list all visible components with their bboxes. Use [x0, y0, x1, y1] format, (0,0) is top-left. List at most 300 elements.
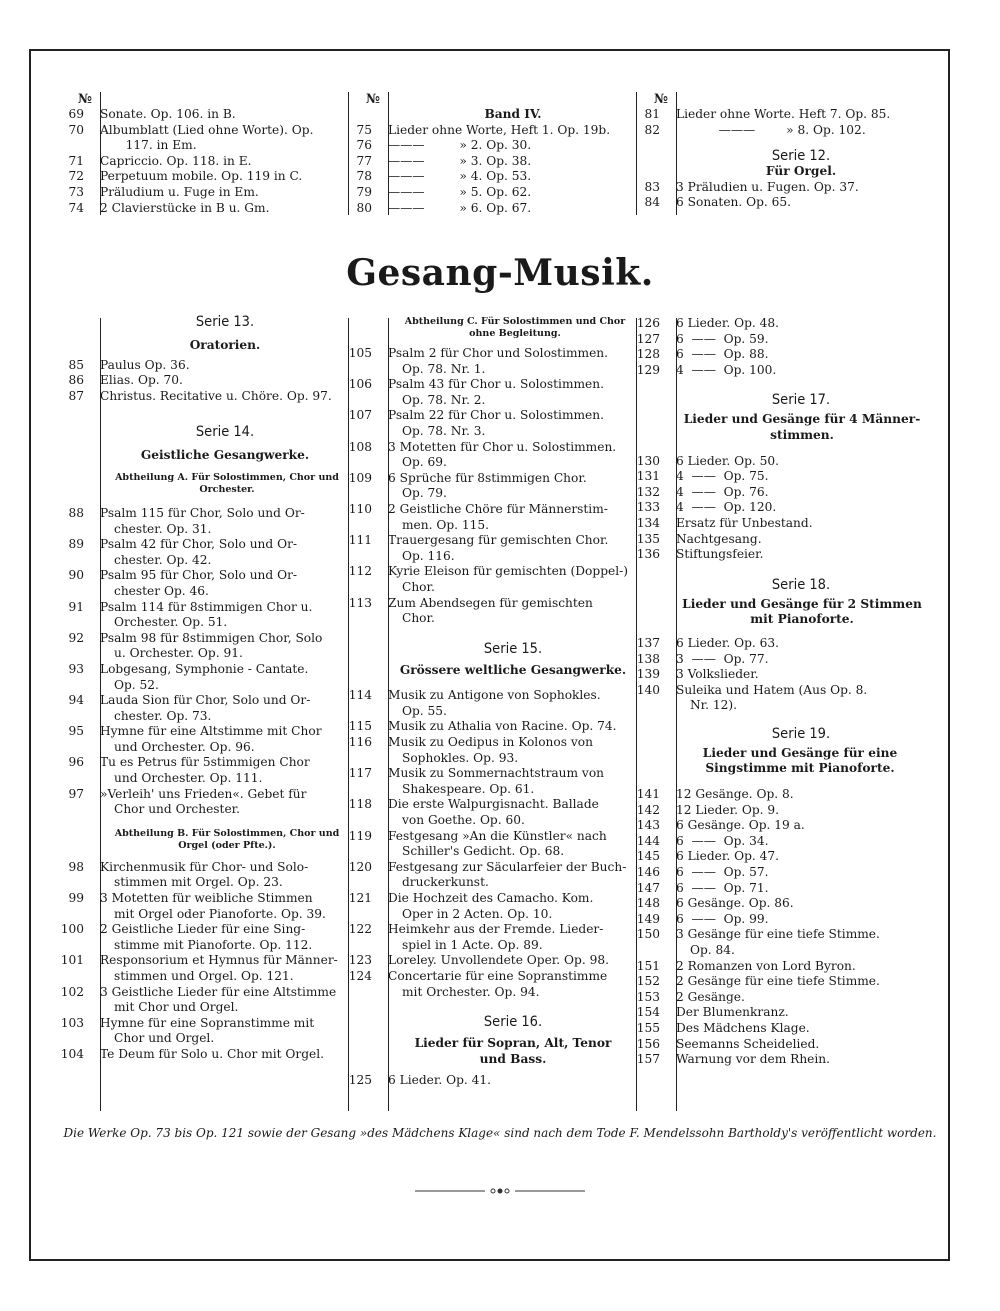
item-number: 145	[636, 849, 660, 864]
list-item	[348, 471, 638, 487]
list-item	[348, 138, 638, 154]
item-number: 74	[68, 200, 84, 215]
item-number: 102	[60, 984, 84, 999]
item-number: 138	[636, 651, 660, 666]
item-text: Te Deum für Solo u. Chor mit Orgel.	[100, 1046, 325, 1061]
item-number: 104	[60, 1046, 84, 1061]
item-text: Paulus Op. 36.	[100, 357, 190, 372]
item-text: Seemanns Scheidelied.	[676, 1036, 820, 1051]
list-item	[60, 740, 350, 756]
list-item	[60, 201, 350, 217]
item-text: 12 Gesänge. Op. 8.	[676, 787, 794, 802]
item-text: Op. 78. Nr. 2.	[402, 392, 486, 407]
item-number	[348, 393, 382, 409]
list-item	[636, 1021, 926, 1037]
item-number: 121	[348, 891, 372, 905]
item-number	[636, 943, 670, 959]
list-item	[636, 1052, 926, 1068]
item-number	[60, 875, 94, 891]
item-number	[636, 698, 670, 714]
list-item	[636, 803, 926, 819]
item-text: Lieder ohne Worte, Heft 1. Op. 19b.	[388, 122, 611, 137]
list-item	[60, 662, 350, 678]
item-text: 6 —— Op. 71.	[676, 880, 769, 895]
list-item	[60, 724, 350, 740]
item-text: Psalm 114 für 8stimmigen Chor u.	[100, 599, 313, 614]
list-item	[348, 985, 638, 1001]
item-text: 6 Gesänge. Op. 86.	[676, 896, 794, 911]
item-number: 87	[68, 388, 84, 403]
item-text: stimme mit Pianoforte. Op. 112.	[114, 937, 313, 952]
section-heading: Geistliche Gesangwerke.	[140, 448, 310, 463]
item-text: Die erste Walpurgisnacht. Ballade	[388, 797, 599, 812]
item-number: 70	[68, 122, 84, 137]
list-item	[348, 969, 638, 985]
list-item	[60, 185, 350, 201]
item-number	[348, 486, 382, 502]
list-item	[636, 485, 926, 501]
item-number: 91	[68, 599, 84, 614]
item-number	[348, 424, 382, 440]
list-item	[60, 373, 350, 389]
item-text: 4 —— Op. 75.	[676, 469, 769, 484]
item-number: 142	[636, 802, 660, 817]
list-item	[348, 596, 638, 612]
list-item	[348, 1073, 638, 1089]
item-text: chester. Op. 73.	[114, 708, 212, 723]
section-heading: Lieder und Gesänge für 2 Stimmen mit Pianoforte.	[682, 596, 922, 627]
right-column	[636, 316, 926, 1068]
item-number: 154	[636, 1005, 660, 1020]
item-number: 146	[636, 865, 660, 880]
section-heading: Lieder für Sopran, Alt, Tenor und Bass.	[414, 1036, 612, 1066]
item-text: Psalm 2 für Chor und Solostimmen.	[388, 346, 609, 360]
item-number: 110	[348, 501, 372, 516]
list-item	[348, 201, 638, 217]
item-number: 94	[68, 693, 84, 708]
item-number: 122	[348, 922, 372, 937]
item-text: Heimkehr aus der Fremde. Lieder-	[388, 922, 604, 937]
list-item	[60, 584, 350, 600]
item-number: 119	[348, 828, 372, 843]
item-number: 117	[348, 766, 372, 781]
item-number	[60, 969, 94, 985]
page-title: Gesang-Musik.	[346, 252, 654, 294]
item-number: 147	[636, 880, 660, 895]
item-number: 97	[68, 786, 84, 801]
serie-heading: Serie 18.	[771, 576, 831, 593]
item-text: 6 —— Op. 57.	[676, 865, 769, 880]
item-number: 105	[348, 346, 372, 360]
list-item	[636, 927, 926, 943]
serie-heading: Serie 16.	[483, 1014, 543, 1031]
list-item	[60, 709, 350, 725]
item-number: 136	[636, 547, 660, 562]
item-text: Schiller's Gedicht. Op. 68.	[402, 844, 565, 859]
item-text: 3 Volkslieder.	[676, 667, 759, 682]
list-item	[60, 1031, 350, 1047]
item-number: 130	[636, 453, 660, 468]
subsection-heading: Abtheilung A. Für Solostimmen, Chor und Orchester.	[115, 471, 339, 495]
list-item	[348, 549, 638, 565]
item-number	[348, 751, 382, 767]
item-number	[348, 518, 382, 534]
item-text: Orchester. Op. 51.	[114, 615, 228, 630]
item-text: 6 —— Op. 59.	[676, 331, 769, 346]
item-text: Lauda Sion für Chor, Solo und Or-	[100, 693, 311, 708]
list-item	[348, 735, 638, 751]
item-number	[348, 455, 382, 471]
list-item	[636, 834, 926, 850]
list-item	[348, 440, 638, 456]
item-number	[348, 580, 382, 596]
list-item	[348, 533, 638, 549]
item-text: 6 —— Op. 99.	[676, 911, 769, 926]
item-number: 123	[348, 953, 372, 968]
list-item	[636, 896, 926, 912]
item-number: 134	[636, 515, 660, 530]
item-text: Kirchenmusik für Chor- und Solo-	[100, 859, 309, 874]
item-number: 125	[348, 1073, 372, 1088]
section-heading: Lieder und Gesänge für 4 Männer-stimmen.	[683, 412, 921, 442]
item-number: 151	[636, 958, 660, 973]
item-text: Suleika und Hatem (Aus Op. 8.	[676, 682, 868, 697]
item-text: Chor.	[402, 579, 435, 594]
item-text: men. Op. 115.	[402, 517, 490, 532]
list-item	[636, 881, 926, 897]
item-text: 3 Gesänge für eine tiefe Stimme.	[676, 927, 880, 942]
item-text: 4 —— Op. 120.	[676, 500, 777, 515]
item-text: 2 Gesänge für eine tiefe Stimme.	[676, 974, 880, 989]
list-item	[60, 755, 350, 771]
section-heading: Oratorien.	[189, 338, 261, 352]
item-text: mit Orchester. Op. 94.	[402, 984, 540, 999]
item-text: ——— » 5. Op. 62.	[388, 184, 532, 199]
list-item	[348, 907, 638, 923]
item-text: 2 Romanzen von Lord Byron.	[676, 958, 856, 973]
item-number	[348, 782, 382, 798]
list-item	[348, 875, 638, 891]
item-number: 115	[348, 719, 372, 734]
list-item	[348, 486, 638, 502]
list-item	[636, 683, 926, 699]
item-number: 86	[68, 373, 84, 388]
item-number	[348, 844, 382, 860]
list-item	[636, 454, 926, 470]
item-text: und Orchester. Op. 96.	[114, 739, 255, 754]
item-number	[348, 611, 382, 627]
list-item	[348, 123, 638, 139]
item-text: Nachtgesang.	[676, 531, 762, 546]
item-number: 118	[348, 797, 372, 812]
list-item	[60, 860, 350, 876]
item-number: 89	[68, 537, 84, 552]
list-item	[60, 969, 350, 985]
list-item	[348, 408, 638, 424]
serie-heading: Serie 12.	[771, 148, 831, 165]
item-number: 93	[68, 661, 84, 676]
list-item	[636, 316, 926, 332]
item-text: Tu es Petrus für 5stimmigen Chor	[100, 755, 310, 770]
item-text: ——— » 3. Op. 38.	[388, 153, 532, 168]
number-header: №	[78, 92, 93, 107]
footnote: Die Werke Op. 73 bis Op. 121 sowie der Gesang »des Mädchens Klage« sind nach dem Tode F. Mendelssohn Bartholdy's veröffentlicht worden.	[63, 1126, 937, 1140]
item-number: 90	[68, 568, 84, 583]
item-number	[348, 938, 382, 954]
item-number: 108	[348, 439, 372, 454]
item-text: Psalm 22 für Chor u. Solostimmen.	[388, 408, 604, 423]
list-item	[348, 393, 638, 409]
list-item	[636, 787, 926, 803]
item-text: Psalm 42 für Chor, Solo und Or-	[100, 537, 298, 552]
item-text: Shakespeare. Op. 61.	[402, 781, 535, 796]
item-number	[60, 1000, 94, 1016]
list-item	[60, 907, 350, 923]
item-number: 133	[636, 500, 660, 515]
item-number: 144	[636, 833, 660, 848]
item-number: 69	[68, 107, 84, 121]
item-text: ——— » 8. Op. 102.	[676, 122, 866, 137]
list-item	[348, 502, 638, 518]
item-text: »Verleih' uns Frieden«. Gebet für	[100, 786, 307, 801]
item-text: 2 Geistliche Chöre für Männerstim-	[388, 501, 608, 516]
item-number: 79	[356, 184, 372, 199]
item-text: Op. 55.	[402, 703, 447, 718]
item-text: 12 Lieder. Op. 9.	[676, 802, 780, 817]
item-text: Der Blumenkranz.	[676, 1005, 789, 1020]
item-number	[348, 985, 382, 1001]
number-header: №	[366, 92, 381, 107]
item-number: 150	[636, 927, 660, 942]
item-number: 132	[636, 484, 660, 499]
item-number: 111	[348, 533, 372, 548]
list-item	[60, 771, 350, 787]
item-number: 83	[644, 179, 660, 194]
item-text: 6 Lieder. Op. 50.	[676, 453, 780, 468]
item-number: 155	[636, 1020, 660, 1035]
top-column-2	[348, 107, 638, 216]
item-text: Lobgesang, Symphonie - Cantate.	[100, 661, 309, 676]
serie-heading: Serie 19.	[771, 725, 831, 742]
list-item	[348, 377, 638, 393]
item-number	[60, 678, 94, 694]
item-text: von Goethe. Op. 60.	[402, 813, 525, 828]
item-text: Nr. 12).	[690, 698, 738, 713]
item-text: 3 Präludien u. Fugen. Op. 37.	[676, 179, 859, 194]
item-text: Psalm 115 für Chor, Solo und Or-	[100, 505, 305, 520]
list-item	[348, 953, 638, 969]
item-number: 135	[636, 531, 660, 546]
list-item	[636, 107, 926, 123]
item-text: Festgesang zur Säcularfeier der Buch-	[388, 859, 627, 874]
item-number: 113	[348, 595, 372, 610]
list-item	[60, 522, 350, 538]
item-number: 106	[348, 377, 372, 392]
item-number	[60, 938, 94, 954]
list-item	[636, 500, 926, 516]
item-number: 140	[636, 682, 660, 697]
item-text: 3 Motetten für Chor u. Solostimmen.	[388, 439, 617, 454]
item-text: Oper in 2 Acten. Op. 10.	[402, 906, 553, 921]
item-text: Kyrie Eleison für gemischten (Doppel-)	[388, 564, 628, 579]
item-number: 82	[644, 122, 660, 137]
list-item	[60, 891, 350, 907]
list-item	[636, 347, 926, 363]
list-item	[60, 1016, 350, 1032]
item-number: 109	[348, 470, 372, 485]
list-item	[60, 678, 350, 694]
list-item	[60, 568, 350, 584]
serie-heading: Serie 17.	[771, 392, 831, 409]
item-text: Ersatz für Unbestand.	[676, 515, 813, 530]
list-item	[60, 537, 350, 553]
item-text: ——— » 6. Op. 67.	[388, 200, 532, 215]
item-text: 4 —— Op. 76.	[676, 484, 769, 499]
item-text: Christus. Recitative u. Chöre. Op. 97.	[100, 388, 332, 403]
list-item	[348, 938, 638, 954]
list-item	[348, 580, 638, 596]
list-item	[60, 787, 350, 803]
item-text: druckerkunst.	[402, 875, 489, 890]
item-text: Albumblatt (Lied ohne Worte). Op.	[100, 122, 314, 137]
item-number: 84	[644, 195, 660, 210]
list-item	[348, 346, 638, 362]
list-item	[60, 631, 350, 647]
list-item	[60, 138, 350, 154]
list-item	[60, 107, 350, 123]
item-number: 71	[68, 153, 84, 168]
item-number: 103	[60, 1015, 84, 1030]
item-text: Op. 78. Nr. 3.	[402, 423, 486, 438]
list-item	[348, 719, 638, 735]
list-item	[348, 455, 638, 471]
list-item	[348, 766, 638, 782]
item-number	[60, 771, 94, 787]
item-number: 95	[68, 724, 84, 739]
item-text: Capriccio. Op. 118. in E.	[100, 153, 252, 168]
item-number	[60, 615, 94, 631]
item-number: 131	[636, 469, 660, 484]
item-number	[348, 813, 382, 829]
list-item	[348, 891, 638, 907]
list-item	[636, 912, 926, 928]
item-text: Festgesang »An die Künstler« nach	[388, 828, 607, 843]
list-item	[636, 652, 926, 668]
item-number: 85	[68, 357, 84, 372]
list-item	[636, 516, 926, 532]
item-text: 6 Sonaten. Op. 65.	[676, 195, 792, 210]
item-text: Responsorium et Hymnus für Männer-	[100, 953, 338, 968]
item-number: 156	[636, 1036, 660, 1051]
item-number: 100	[60, 922, 84, 937]
section-heading: Für Orgel.	[765, 164, 837, 179]
list-item	[348, 518, 638, 534]
item-text: Hymne für eine Altstimme mit Chor	[100, 724, 322, 739]
list-item	[636, 974, 926, 990]
left-column	[60, 314, 350, 1063]
list-item	[636, 363, 926, 379]
item-text: Op. 79.	[402, 486, 447, 501]
item-text: Lieder ohne Worte. Heft 7. Op. 85.	[676, 107, 891, 121]
list-item	[348, 782, 638, 798]
list-item	[636, 943, 926, 959]
list-item	[636, 698, 926, 714]
item-text: 6 —— Op. 88.	[676, 347, 769, 362]
item-text: Op. 69.	[402, 455, 447, 470]
item-number: 143	[636, 818, 660, 833]
item-number: 137	[636, 635, 660, 650]
item-number: 112	[348, 564, 372, 579]
item-number: 88	[68, 505, 84, 520]
item-text: Perpetuum mobile. Op. 119 in C.	[100, 169, 303, 184]
top-column-1	[60, 107, 350, 216]
item-number: 76	[356, 138, 372, 153]
top-column-3	[636, 107, 926, 211]
item-number	[348, 907, 382, 923]
item-number: 149	[636, 911, 660, 926]
item-text: 2 Gesänge.	[676, 989, 745, 1004]
list-item	[60, 1047, 350, 1063]
item-text: 3 Geistliche Lieder für eine Altstimme	[100, 984, 337, 999]
serie-heading: Serie 14.	[195, 424, 255, 441]
item-number	[60, 907, 94, 923]
item-text: Präludium u. Fuge in Em.	[100, 184, 259, 199]
item-number	[348, 875, 382, 891]
item-text: Warnung vor dem Rhein.	[676, 1052, 831, 1067]
list-item	[636, 1037, 926, 1053]
list-item	[60, 693, 350, 709]
list-item	[636, 532, 926, 548]
ornament-divider	[415, 1187, 585, 1195]
item-text: Op. 116.	[402, 548, 455, 563]
list-item	[60, 646, 350, 662]
item-number: 153	[636, 989, 660, 1004]
middle-column	[348, 316, 638, 1089]
list-item	[348, 704, 638, 720]
item-text: Musik zu Athalia von Racine. Op. 74.	[388, 719, 617, 734]
item-number: 107	[348, 408, 372, 423]
item-number: 99	[68, 891, 84, 906]
item-number: 98	[68, 859, 84, 874]
item-number: 77	[356, 153, 372, 168]
item-text: 6 Sprüche für 8stimmigen Chor.	[388, 470, 587, 485]
item-text: 6 Lieder. Op. 41.	[388, 1073, 492, 1088]
item-number: 78	[356, 169, 372, 184]
list-item	[348, 829, 638, 845]
item-number	[348, 362, 382, 378]
item-text: 2 Clavierstücke in B u. Gm.	[100, 200, 270, 215]
list-item	[60, 389, 350, 405]
item-text: mit Chor und Orgel.	[114, 1000, 239, 1015]
item-text: Musik zu Oedipus in Kolonos von	[388, 735, 593, 750]
item-number	[60, 138, 94, 154]
list-item	[348, 185, 638, 201]
item-text: 6 Gesänge. Op. 19 a.	[676, 818, 805, 833]
serie-heading: Serie 13.	[195, 314, 255, 330]
list-item	[348, 362, 638, 378]
item-text: Chor und Orgel.	[114, 1031, 215, 1046]
item-text: Elias. Op. 70.	[100, 373, 183, 388]
list-item	[636, 818, 926, 834]
item-text: Des Mädchens Klage.	[676, 1020, 810, 1035]
item-text: 2 Geistliche Lieder für eine Sing-	[100, 922, 306, 937]
item-text: 117. in Em.	[114, 138, 197, 153]
item-number	[60, 553, 94, 569]
item-text: ——— » 4. Op. 53.	[388, 169, 532, 184]
item-text: Loreley. Unvollendete Oper. Op. 98.	[388, 953, 609, 968]
item-text: Hymne für eine Sopranstimme mit	[100, 1015, 315, 1030]
subsection-heading: Abtheilung B. Für Solostimmen, Chor und Orgel (oder Pfte.).	[114, 827, 340, 851]
